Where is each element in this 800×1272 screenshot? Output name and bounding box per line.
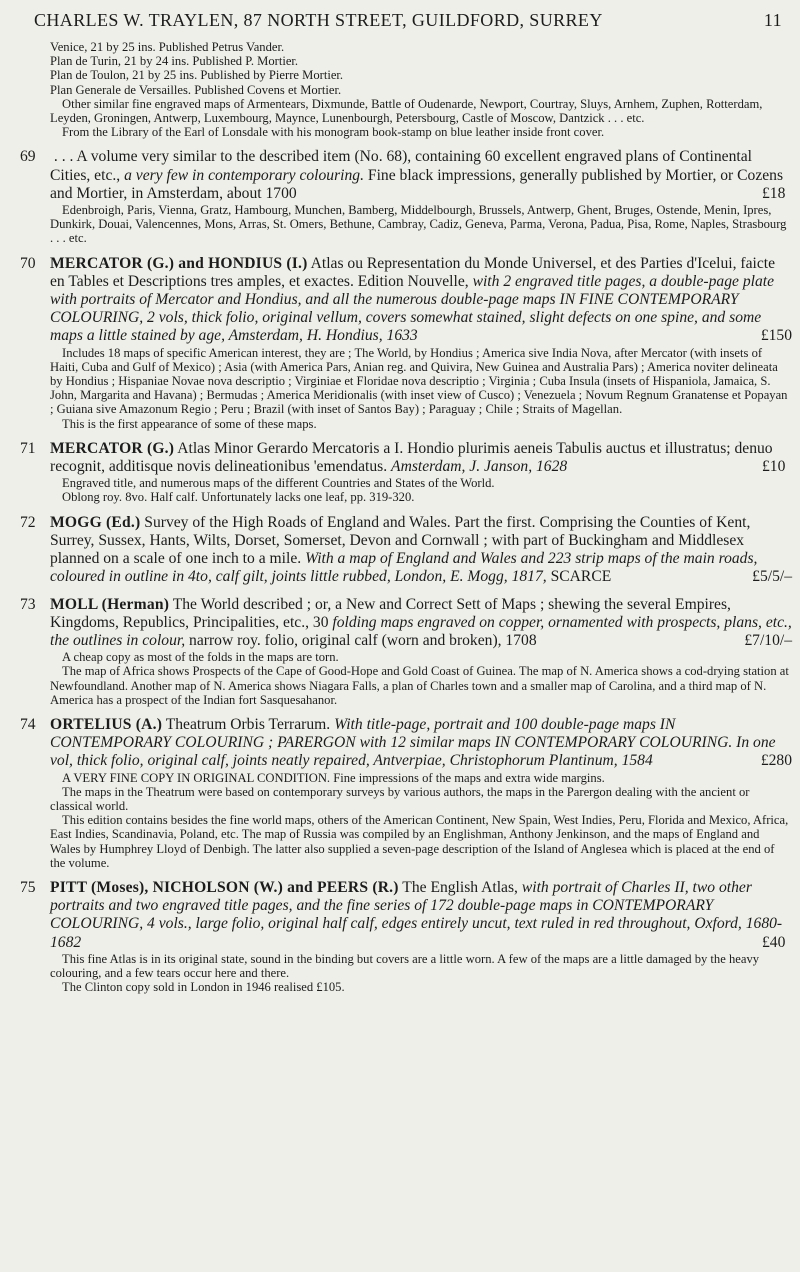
entry-note: This edition contains besides the fine world maps, others of the American Continent, New Spain, West Indies, Peru, Florida and Mexico, Africa, East Indies, Scandinavia, Poland, etc. The map of Russia was compiled by an Englishman, Anthony Jenkinson, and the maps of England and Wales by Humphrey Lloyd of Denbigh. The latter also supplied a seven-page description of the Island of Anglesea which is placed at the end of the volume. <box>50 813 789 870</box>
plan-line: Venice, 21 by 25 ins. Published Petrus Vander. <box>50 40 285 54</box>
entry-title: Survey of the High Roads of England and Wales. Part the first. Comprising the Counties of Kent, Surrey, Sussex, Hants, Wilts, Dorset, Somerset, Devon and Cornwall ; with part of Buckingham and Middlesex planned on a scale of one inch to a mile. <box>50 513 751 568</box>
publisher-line: CHARLES W. TRAYLEN, 87 NORTH STREET, GUILDFORD, SURREY <box>34 10 603 30</box>
plan-line: Plan Generale de Versailles. Published Covens et Mortier. <box>50 82 342 97</box>
entry-note: This is the first appearance of some of these maps. <box>62 416 317 431</box>
plan-line: Plan de Turin, 21 by 24 ins. Published P. Mortier. <box>50 54 299 69</box>
catalogue-entry <box>20 440 792 505</box>
entry-price: £150 <box>760 327 792 345</box>
entry-description: 71 MERCATOR (G.) Atlas Minor Gerardo Mercatoris a I. Hondio plurimis aeneis Tabulis auctus et illustratus; denuo recognit, additisque novis delineationibus 'emendatus. Amsterdam, J. Janson, 1628 £10 <box>20 439 786 476</box>
entry-number: 75 <box>20 878 36 896</box>
entry-number: 71 <box>20 439 36 457</box>
entry-price: £5/5/– <box>752 568 792 586</box>
entry-details-after: Fine black impressions, generally published by Mortier, or Cozens and Mortier, in Amsterdam, about 1700 <box>50 166 784 202</box>
entry-details: with portrait of Charles II, two other portraits and two engraved title pages, and the fine series of 172 double-page maps in CONTEMPORARY COLOURING, 4 vols., large folio, original half calf, edges entirely uncut, text ruled in red throughout, Oxford, 1680-1682 <box>50 878 783 951</box>
entry-author: ORTELIUS (A.) <box>50 715 163 733</box>
entry-note: Edenbroigh, Paris, Vienna, Gratz, Hambourg, Munchen, Bamberg, Middelbourgh, Brussels, Antwerp, Ghent, Bruges, Ostende, Menin, Ipres, Dunkirk, Douai, Valencennes, Mons, Arras, St. Omers, Bethune, Cambray, Cadiz, Geneva, Parma, Verona, Padua, Pisa, Rome, Naples, Strasbourg . . . etc. <box>50 203 787 246</box>
entry-description: 69 . . . A volume very similar to the described item (No. 68), containing 60 excellent engraved plans of Continental Cities, etc., a very few in contemporary colouring. Fine black impressions, generally published by Mortier, or Cozens and Mortier, in Amsterdam, about 1700 £18 <box>20 148 786 202</box>
entry-title: Theatrum Orbis Terrarum. <box>165 715 331 733</box>
entry-notes <box>50 203 792 246</box>
entry-number: 69 <box>20 148 36 166</box>
entry-author: MERCATOR (G.) <box>50 439 175 457</box>
catalogue-entry <box>20 716 792 870</box>
entry-details: With title-page, portrait and 100 double-page maps IN CONTEMPORARY COLOURING ; PARERGON with 12 similar maps IN CONTEMPORARY COLOURING. In one vol, thick folio, original calf, joints neatly repaired, Antverpiae, Christophorum Plantinum, 1584 <box>50 715 776 770</box>
entry-note: The Clinton copy sold in London in 1946 realised £105. <box>62 980 345 995</box>
entry-description: 75 PITT (Moses), NICHOLSON (W.) and PEERS (R.) The English Atlas, with portrait of Charles II, two other portraits and two engraved title pages, and the fine series of 172 double-page maps in CONTEMPORARY COLOURING, 4 vols., large folio, original half calf, edges entirely uncut, text ruled in red throughout, Oxford, 1680-1682 £40 <box>20 878 786 951</box>
entry-title: The World described ; or, a New and Correct Sett of Maps ; shewing the several Empires, Kingdoms, Republics, Principalities, etc., 30 <box>50 595 731 631</box>
entry-author: MERCATOR (G.) and HONDIUS (I.) <box>50 254 308 272</box>
page-number: 11 <box>763 10 782 30</box>
catalogue-entry <box>20 255 792 431</box>
catalogue-entry <box>20 879 792 994</box>
provenance-note: From the Library of the Earl of Lonsdale with his monogram book-stamp on blue leather inside front cover. <box>62 125 605 140</box>
entry-notes <box>50 476 792 504</box>
entry-number: 73 <box>20 595 36 613</box>
entry-title: The English Atlas, <box>402 878 518 896</box>
entry-details: folding maps engraved on copper, ornamented with prospects, plans, etc., the outlines in colour, <box>50 613 792 649</box>
entry-title: Atlas ou Representation du Monde Universel, et des Parties d'Icelui, faicte en Tables et Descriptions tres amples, et exactes. Edition Nouvelle, <box>50 254 776 290</box>
entry-description <box>20 255 792 346</box>
entry-description <box>20 716 792 771</box>
entry-author: PITT (Moses), NICHOLSON (W.) and PEERS (R.) <box>50 878 399 896</box>
entry-description <box>20 514 792 587</box>
preceding-entry-continuation <box>50 40 792 139</box>
entry-description <box>20 596 792 651</box>
running-header <box>34 10 794 31</box>
entry-note: The maps in the Theatrum were based on contemporary surveys by various authors, the maps in the Parergon dealing with the ancient or classical world. <box>50 784 750 813</box>
entry-note: This fine Atlas is in its original state, sound in the binding but covers are a little worn. A few of the maps are a little damaged by the heavy colouring, and a few tears occur here and there. <box>50 951 760 980</box>
entry-details: With a map of England and Wales and 223 strip maps of the main roads, coloured in outline in 4to, calf gilt, joints little rubbed, London, E. Mogg, 1817, <box>50 550 758 586</box>
catalogue-content <box>20 40 792 994</box>
entry-title: . . . A volume very similar to the described item (No. 68), containing 60 excellent engraved plans of Continental Cities, etc., <box>50 148 752 184</box>
other-maps-note: Other similar fine engraved maps of Armentears, Dixmunde, Battle of Oudenarde, Newport, Courtray, Sluys, Arnhem, Zuphen, Rotterdam, Leyden, Groningen, Antwerp, Luxembourg, Maynce, Lunenbourgh, Petersbourg, Castle of Moscow, Dantzick . . . etc. <box>50 96 763 126</box>
entry-price: £280 <box>760 752 792 770</box>
entry-details: with 2 engraved title pages, a double-page plate with portraits of Mercator and Hondius, and all the numerous double-page maps IN FINE CONTEMPORARY COLOURING, 2 vols, thick folio, original vellum, covers somewhat stained, slight defects on one spine, and some maps a little stained by age, Amsterdam, H. Hondius, 1633 <box>50 272 774 345</box>
entry-notes <box>50 650 792 707</box>
plan-line: Plan de Toulon, 21 by 25 ins. Published by Pierre Mortier. <box>50 68 344 83</box>
entry-number: 70 <box>20 254 36 272</box>
entry-note: Oblong roy. 8vo. Half calf. Unfortunately lacks one leaf, pp. 319-320. <box>62 490 415 505</box>
entry-notes <box>50 346 792 431</box>
entry-note: A VERY FINE COPY IN ORIGINAL CONDITION. Fine impressions of the maps and extra wide margins. <box>62 770 605 785</box>
entry-details-after: narrow roy. folio, original calf (worn and broken), 1708 <box>189 631 537 649</box>
entry-note: A cheap copy as most of the folds in the maps are torn. <box>62 650 339 665</box>
entry-note: The map of Africa shows Prospects of the Cape of Good-Hope and Gold Coast of Guinea. The map of N. America shows a cod-drying station at Newfoundland. Another map of N. America shows Niagara Falls, a plan of Charles town and a smaller map of Carolina, and a third map of N. America has a prospect of the Indian fort Sasquesahanor. <box>50 664 789 707</box>
catalogue-entry <box>20 596 792 707</box>
catalogue-entry <box>20 148 792 245</box>
entry-price: £7/10/– <box>744 631 792 649</box>
entry-note: Includes 18 maps of specific American interest, they are ; The World, by Hondius ; America sive India Nova, after Mercator (with insets of Haiti, Cuba and Gulf of Mexico) ; Asia (with America Pars, Anian reg. and Quivira, New Guinea and Australia Pars) ; America noviter delineata by Hondius ; Hispaniae Novae nova descriptio ; Virginiae et Floridae nova descriptio ; Virginia ; Cuba Insula (insets of Hispaniola, Jamaica, S. John, Margarita and Havana) ; Bermudas ; America Meridionalis (with inset view of Cusco) ; Venezuela ; Novum Regnum Granatense et Popayan ; Guiana sive Amazonum Regio ; Peru ; Brazil (with inset of Santos Bay) ; Paraguay ; Chile ; Straits of Magellan. <box>50 345 788 417</box>
entry-note: Engraved title, and numerous maps of the different Countries and States of the World. <box>62 476 495 491</box>
entry-notes <box>50 771 792 870</box>
entry-author: MOLL (Herman) <box>50 595 170 613</box>
entry-details: a very few in contemporary colouring. <box>124 166 364 184</box>
entry-number: 72 <box>20 513 36 531</box>
entry-number: 74 <box>20 715 36 733</box>
catalogue-entry <box>20 514 792 587</box>
entry-notes <box>50 952 792 995</box>
entry-details-after: SCARCE <box>550 568 612 586</box>
entry-details: Amsterdam, J. Janson, 1628 <box>391 458 568 476</box>
entry-title: Atlas Minor Gerardo Mercatoris a I. Hondio plurimis aeneis Tabulis auctus et illustratus; denuo recognit, additisque novis delineationibus 'emendatus. <box>50 439 773 476</box>
entry-author: MOGG (Ed.) <box>50 513 141 531</box>
